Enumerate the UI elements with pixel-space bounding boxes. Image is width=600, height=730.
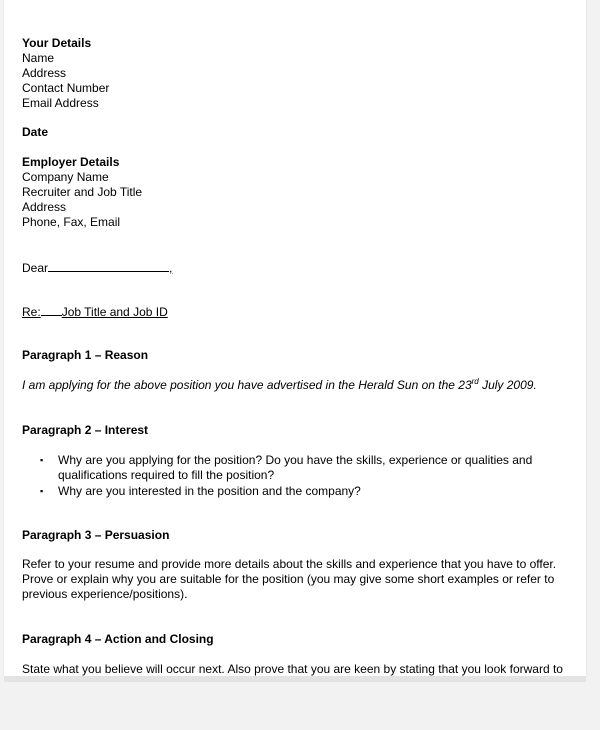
salutation-suffix: , (169, 261, 173, 275)
date-label: Date (22, 125, 49, 139)
paragraph1-text (22, 378, 537, 392)
employer-recruiter-job-title: Recruiter and Job Title (22, 185, 143, 199)
paragraph4-text: State what you believe will occur next. Also prove that you are keen by stating that you look forward to (22, 662, 563, 676)
re-label: Re: (22, 305, 41, 319)
paragraph2-bullet-text: Why are you applying for the position? Do you have the skills, experience or qualities and qualifications required to fill the position? (58, 453, 533, 482)
paragraph2-bullet-text: Why are you interested in the position and the company? (58, 484, 361, 498)
paragraph2-bullet-item (40, 453, 540, 483)
paragraph2-heading: Paragraph 2 – Interest (22, 423, 149, 437)
employer-address: Address (22, 200, 67, 214)
re-gap (41, 304, 62, 316)
employer-details-heading: Employer Details (22, 155, 120, 169)
employer-phone-fax-email: Phone, Fax, Email (22, 215, 121, 229)
paragraph1-heading: Paragraph 1 – Reason (22, 348, 149, 362)
salutation-prefix: Dear (22, 261, 49, 275)
bullet-icon: ▪ (40, 486, 44, 496)
your-details-heading: Your Details (22, 36, 92, 50)
bullet-icon: ▪ (40, 455, 44, 465)
document-page (4, 0, 586, 676)
re-text: Job Title and Job ID (61, 305, 168, 319)
paragraph3-text: Refer to your resume and provide more details about the skills and experience that you have to offer. Prove or explain why you are suitable for the position (you may give some short examples or refer to previous experience/positions). (22, 557, 557, 601)
paragraph2-bullet-item (40, 484, 540, 499)
page-bottom-edge (4, 676, 586, 682)
paragraph1-text-after: July 2009. (478, 378, 537, 392)
your-details-name: Name (22, 51, 55, 65)
paragraph3-heading: Paragraph 3 – Persuasion (22, 528, 170, 542)
re-line (22, 304, 168, 319)
salutation-blank (48, 260, 169, 272)
your-details-contact-number: Contact Number (22, 81, 110, 95)
your-details-address: Address (22, 66, 67, 80)
paragraph4-heading: Paragraph 4 – Action and Closing (22, 632, 214, 646)
paragraph1-superscript: rd (471, 377, 479, 386)
your-details-email-address: Email Address (22, 96, 99, 110)
salutation-line (22, 260, 172, 275)
paragraph1-text-before: I am applying for the above position you have advertised in the Herald Sun on the 23 (22, 378, 472, 392)
employer-company-name: Company Name (22, 170, 109, 184)
